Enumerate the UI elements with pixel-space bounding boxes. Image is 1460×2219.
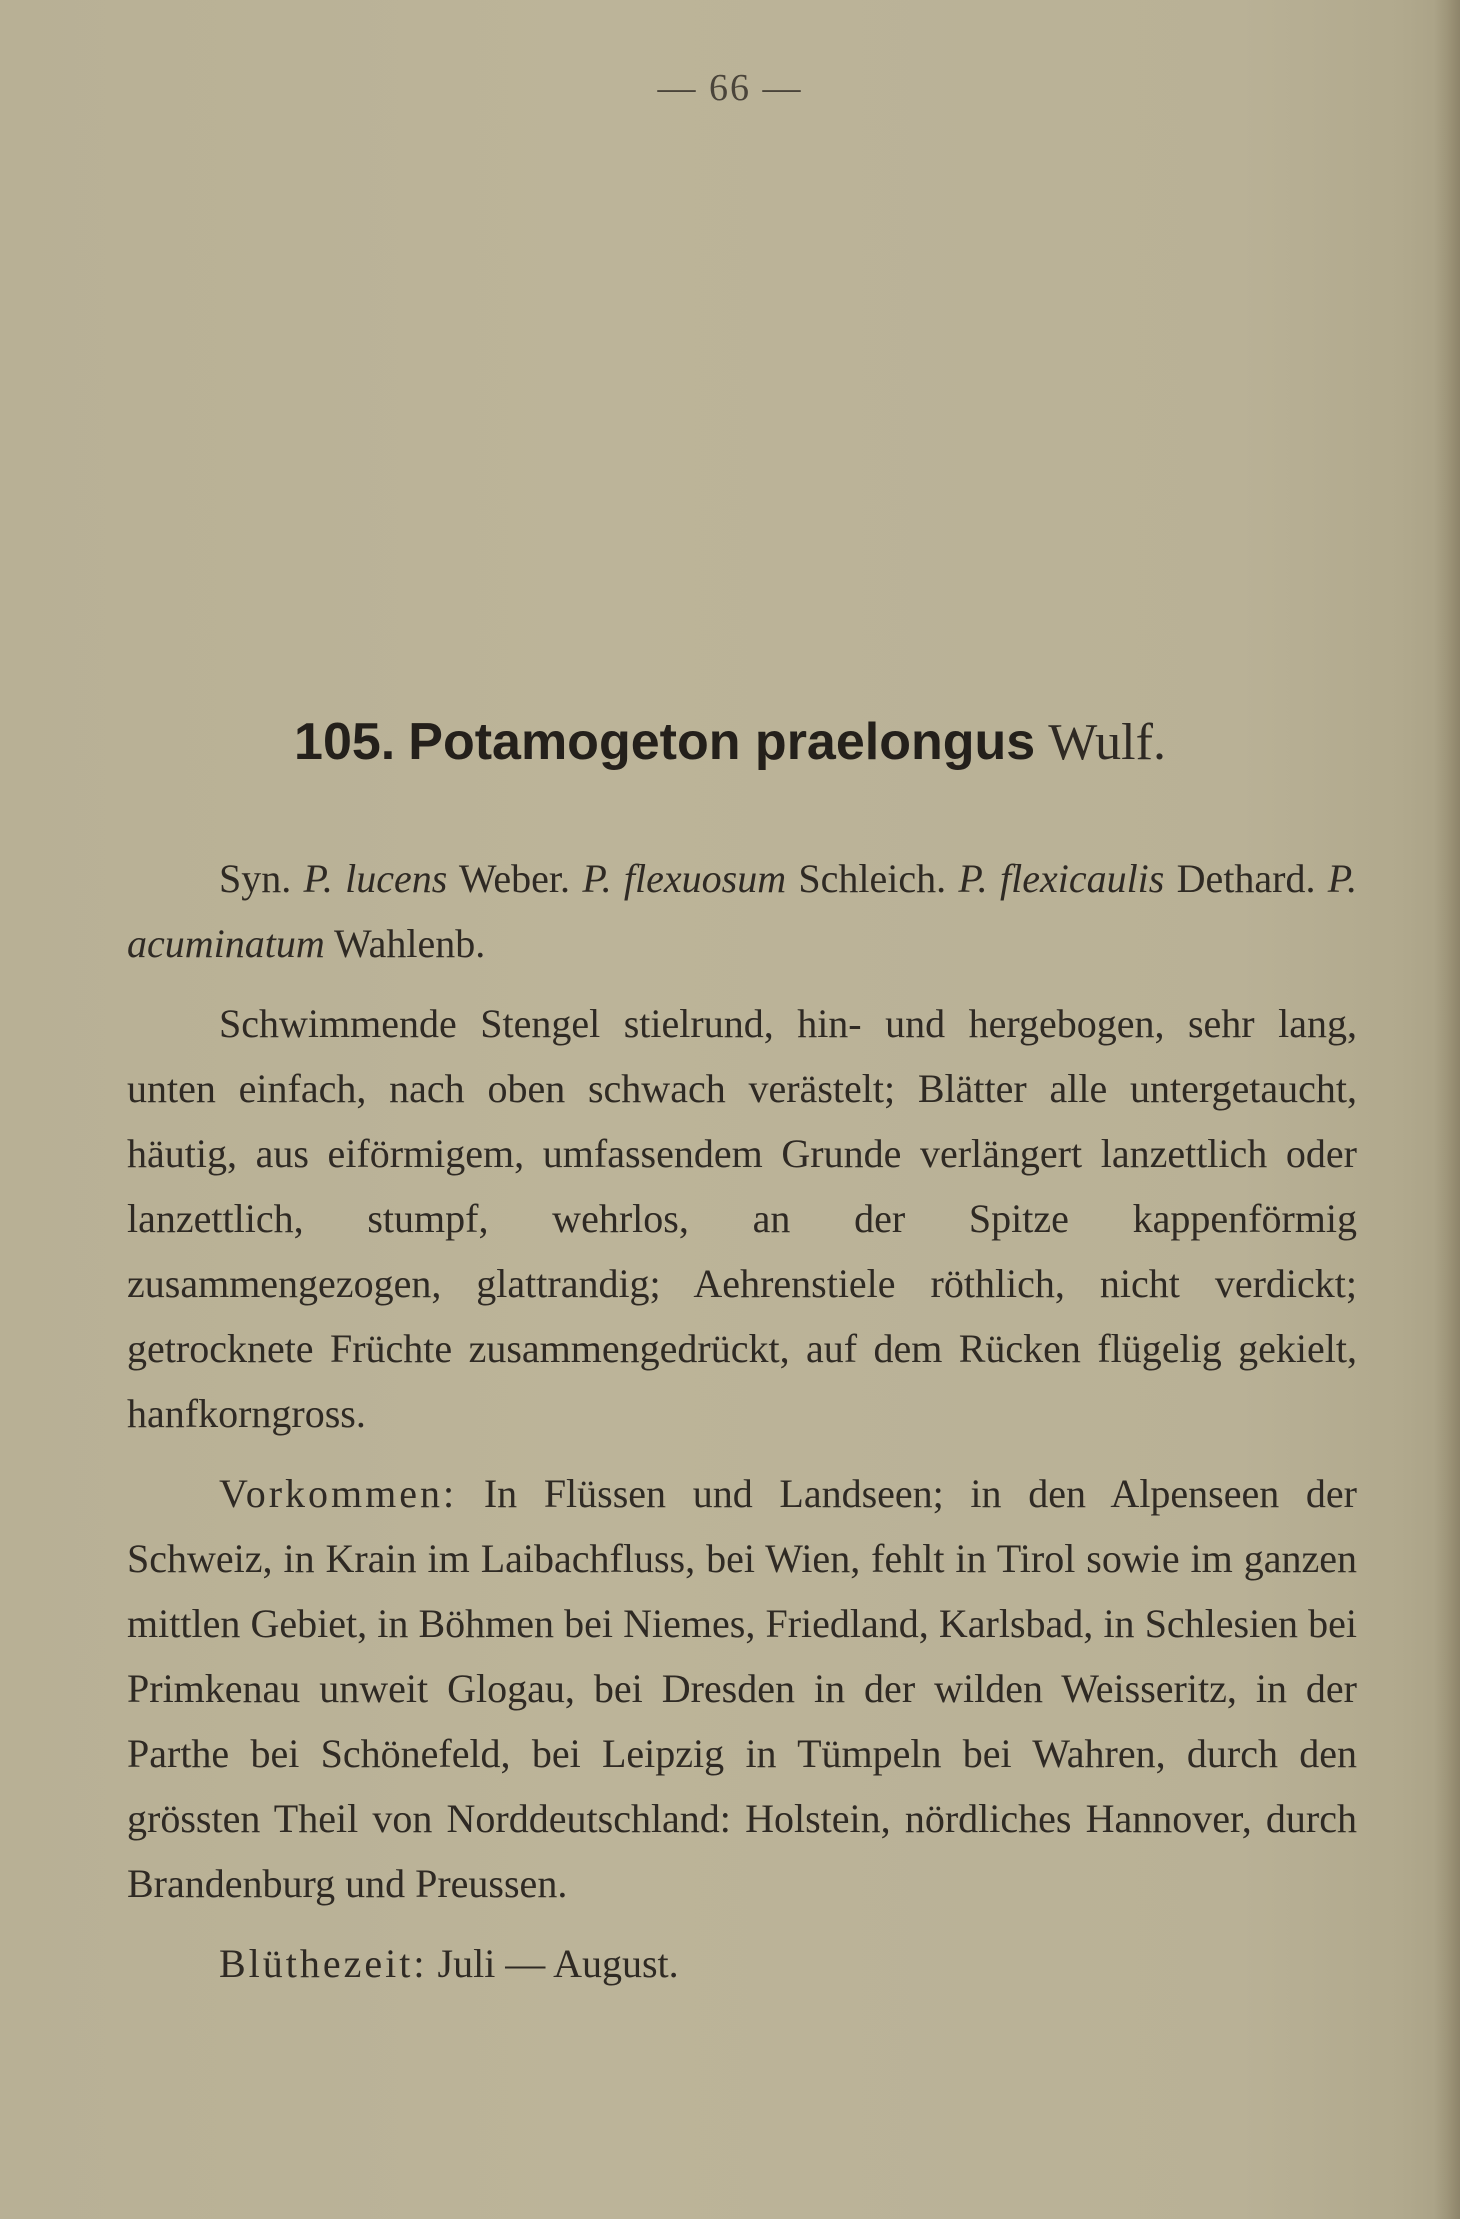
flowering-label: Blüthezeit:: [219, 1941, 428, 1986]
synonym-2-author: Schleich.: [798, 856, 947, 901]
occurrence-label: Vorkommen:: [219, 1471, 458, 1516]
synonym-4-author: Wahlenb.: [334, 921, 486, 966]
species-number: 105.: [294, 713, 396, 771]
flowering-paragraph: [127, 1931, 1357, 1996]
flowering-text: Juli — August.: [437, 1941, 679, 1986]
synonym-1-author: Weber.: [458, 856, 571, 901]
synonym-4-name: P. acuminatum: [127, 856, 1358, 966]
species-description-block: [127, 846, 1357, 2011]
species-name: Potamogeton praelongus: [408, 713, 1036, 771]
page-edge-shadow: [1434, 0, 1460, 2219]
synonym-2-name: P. flexuosum: [582, 856, 787, 901]
species-author: Wulf.: [1048, 714, 1166, 771]
synonym-1-name: P. lucens: [303, 856, 448, 901]
synonyms-paragraph: [127, 846, 1357, 976]
synonyms-label: Syn.: [219, 856, 292, 901]
morphology-paragraph: Schwimmende Stengel stielrund, hin- und hergebogen, sehr lang, unten einfach, nach oben schwach verästelt; Blätter alle untergetaucht, häutig, aus eiförmigem, umfassendem Grunde verlängert lanzettlich oder lanzettlich, stumpf, wehrlos, an der Spitze kappenförmig zusammengezogen, glattrandig; Aehrenstiele röthlich, nicht verdickt; getrocknete Früchte zusammengedrückt, auf dem Rücken flügelig gekielt, hanfkorngross.: [127, 1001, 1357, 1436]
page-number: — 66 —: [657, 67, 803, 109]
synonym-3-name: P. flexicaulis: [958, 856, 1165, 901]
synonym-3-author: Dethard.: [1176, 856, 1316, 901]
occurrence-paragraph: [127, 1461, 1357, 1916]
species-heading: [0, 712, 1460, 772]
occurrence-text: In Flüssen und Landseen; in den Alpenseen der Schweiz, in Krain im Laibachfluss, bei Wien, fehlt in Tirol sowie im ganzen mittlen Gebiet, in Böhmen bei Niemes, Friedland, Karlsbad, in Schlesien bei Primkenau unweit Glogau, bei Dresden in der wilden Weisseritz, in der Parthe bei Schönefeld, bei Leipzig in Tümpeln bei Wahren, durch den grössten Theil von Norddeutschland: Holstein, nördliches Hannover, durch Brandenburg und Preussen.: [127, 1471, 1357, 1906]
